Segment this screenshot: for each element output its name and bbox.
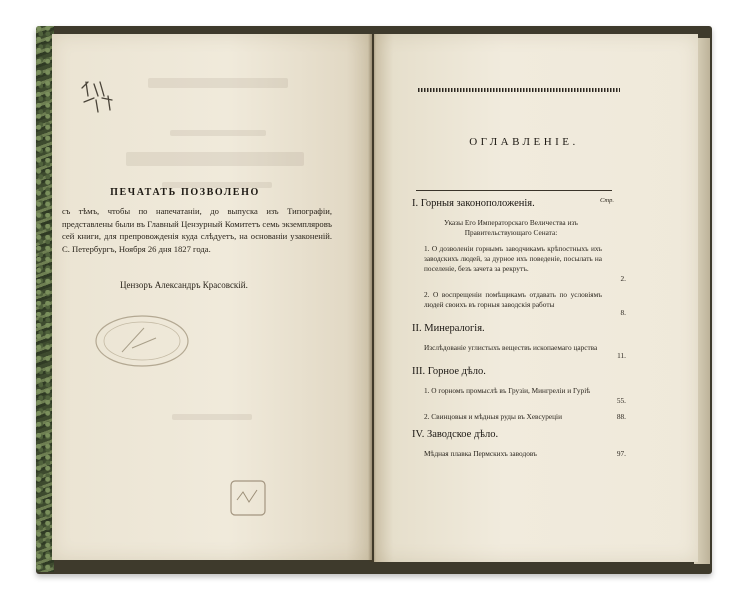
toc-title: ОГЛАВЛЕНІЕ. [469,136,579,148]
toc-entry: 2. О воспрещеніи помѣщикамъ отдавать по условіямъ людей своихъ въ горныя заводскія работы [424,290,602,309]
toc-page-number: 11. [617,351,626,360]
toc-entry: Мѣдная плавка Пермскихъ заводовъ [424,449,537,458]
toc-entry: 1. О дозволеніи горнымъ заводчикамъ крѣпостныхъ ихъ заводскихъ людей, за дурное ихъ поведеніе, посылать на поселеніе, безъ зачета за рекрутъ. [424,244,602,273]
toc-entry: Изслѣдованіе углистыхъ веществъ ископаемаго царства [424,343,598,352]
page-column-label: Стр. [600,197,614,204]
censor-signature: Цензоръ Александръ Красовскій. [120,280,248,290]
toc-page-number: 2. [620,274,626,283]
toc-page-number: 88. [616,412,626,421]
handwritten-shelfmark [78,78,124,118]
ornamental-rule [418,88,620,92]
library-stamp-square [228,478,268,518]
toc-section-heading: I. Горныя законоположенія. [412,198,535,209]
bleed-through-mark [170,130,266,136]
toc-page-number: 8. [620,308,626,317]
bleed-through-mark [148,78,288,88]
library-stamp-oval [92,312,192,370]
toc-section-heading: II. Минералогія. [412,323,485,334]
book-gutter [368,34,376,562]
toc-page-number: 97. [616,449,626,458]
toc-section-heading: III. Горное дѣло. [412,366,486,377]
bleed-through-mark [126,152,304,166]
censor-permission-text: съ тѣмъ, чтобы по напечатаніи, до выпуска изъ Типографіи, представлены были въ Главный Цензурный Комитетъ семь экземпляровъ сей книги, для препровожденія куда слѣдуетъ, на основаніи узаконеній. С. Петербургъ, Ноября 26 дня 1827 года. [62,206,332,254]
toc-entry: 1. О горномъ промыслѣ въ Грузіи, Мингреліи и Гуріѣ [424,386,591,395]
bleed-through-mark [172,414,252,420]
toc-page-number: 55. [616,396,626,405]
toc-divider [416,190,612,191]
imprimatur-heading: ПЕЧАТАТЬ ПОЗВОЛЕНО [110,187,260,198]
toc-section-heading: IV. Заводское дѣло. [412,429,499,440]
toc-entry: 2. Свинцовыя и мѣдныя руды въ Хевсуреціи [424,412,562,421]
toc-section-lead: Указы Его Императорскаго Величества изъ Правительствующаго Сената: [444,218,578,237]
